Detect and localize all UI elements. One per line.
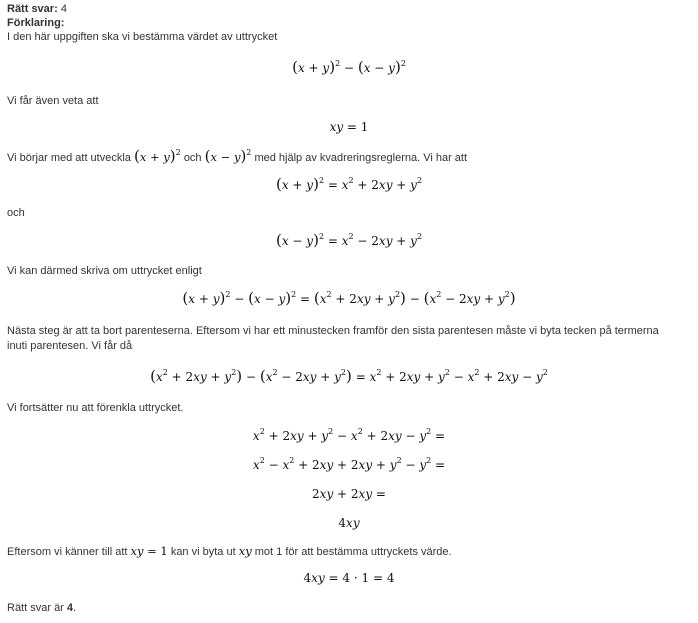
math-remove-parens: $(x^2 + 2xy + y^2) - (x^2 - 2xy + y^2) = x^2 + 2xy + y^2 - x^2 + 2xy - y^2$ <box>150 367 548 385</box>
conclusion-value: 4 <box>66 602 74 614</box>
paragraph-expand-intro: Vi börjar med att utveckla $(x + y)^2$ och $(x - y)^2$ med hjälp av kvadreringsreglerna. Vi har att <box>7 147 468 165</box>
paragraph-given-intro: Vi får även veta att <box>7 95 99 107</box>
paragraph-rewrite-intro: Vi kan därmed skriva om uttrycket enligt <box>7 265 202 277</box>
paragraph-intro: I den här uppgiften ska vi bestämma värdet av uttrycket <box>7 31 278 43</box>
answer-value: 4 <box>60 3 67 15</box>
paragraph-parens-line2: inuti parentesen. Vi får då <box>7 340 133 352</box>
math-rewrite: $(x + y)^2 - (x - y)^2 = (x^2 + 2xy + y^2) - (x^2 - 2xy + y^2)$ <box>182 289 516 307</box>
math-expand-diff: $(x - y)^2 = x^2 - 2xy + y^2$ <box>275 231 423 249</box>
answer-label: Rätt svar: <box>7 3 58 15</box>
paragraph-conclusion: Rätt svar är 4. <box>7 602 77 614</box>
paragraph-simplify-intro: Vi fortsätter nu att förenkla uttrycket. <box>7 402 184 414</box>
math-simplify-3: 2xy + 2xy = <box>312 487 386 501</box>
math-given: xy = 1 <box>329 120 369 134</box>
math-inline-given: xy = 1 <box>130 544 168 558</box>
math-inline-sum-square: $(x + y)^2$ <box>133 147 181 165</box>
paragraph-substitute: Eftersom vi känner till att xy = 1 kan vi byta ut xy mot 1 för att bestämma uttryckets värde. <box>7 544 452 558</box>
paragraph-och: och <box>7 207 25 219</box>
math-expand-sum: $(x + y)^2 = x^2 + 2xy + y^2$ <box>275 175 423 193</box>
math-simplify-1: $x^2 + 2xy + y^2 - x^2 + 2xy - y^2$ = <box>252 427 446 443</box>
explanation-heading: Förklaring: <box>7 17 65 29</box>
math-final: 4xy = 4 · 1 = 4 <box>303 571 395 585</box>
paragraph-parens-line1: Nästa steg är att ta bort parenteserna. Eftersom vi har ett minustecken framför den sista parentesen måste vi byta tecken på termerna <box>7 325 659 337</box>
math-simplify-2: $x^2 - x^2 + 2xy + 2xy + y^2 - y^2$ = <box>252 456 446 472</box>
math-inline-diff-square: $(x - y)^2$ <box>204 147 252 165</box>
math-expression: $(x + y)^2 - (x - y)^2$ <box>292 58 406 76</box>
math-inline-xy: xy <box>238 544 252 558</box>
math-simplify-4: 4xy <box>338 516 360 530</box>
answer-line <box>7 3 67 16</box>
